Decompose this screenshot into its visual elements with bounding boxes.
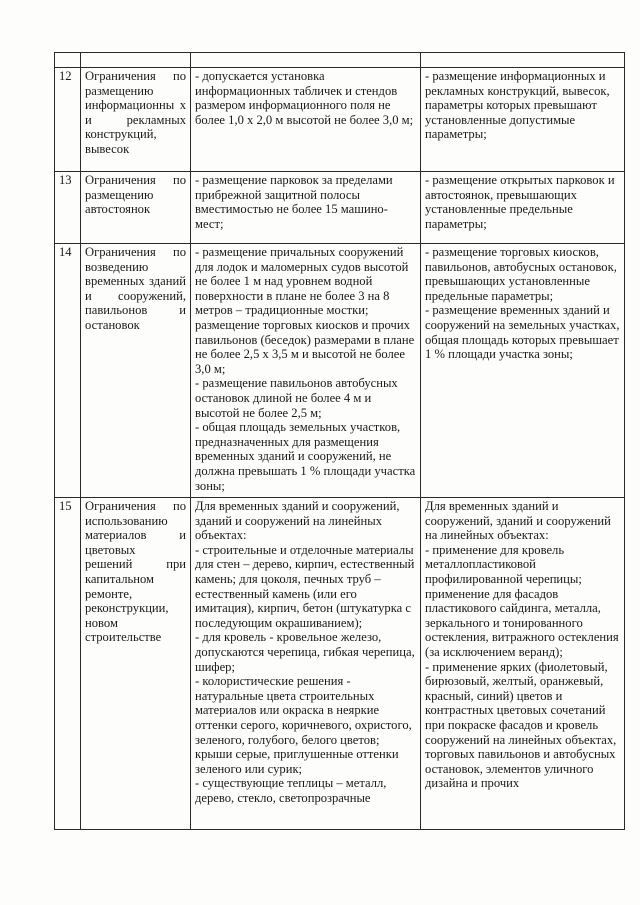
allowed-parameters: [191, 172, 421, 244]
allowed-text: - размещение причальных сооружений для лодок и маломерных судов высотой не более 1 м над уровнем водной поверхности в плане не более 3 на 8 метров – традиционные мостки; размещение торговых киосков и прочих павильонов (беседок) размерами в плане не более 2,5 х 3,5 м и высотой не более 3,0 м; - размещение павильонов автобусных остановок длиной не более 4 м и высотой не более 2,5 м; - общая площадь земельных участков, предназначенных для размещения временных зданий и сооружений, не должна превышать 1 % площади участка зоны;: [195, 245, 416, 493]
prohibited-parameters: [421, 244, 625, 498]
allowed-text: Для временных зданий и сооружений, зданий и сооружений на линейных объектах: - строительные и отделочные материалы для стен – дерево, кирпич, естественный камень; для цоколя, печных труб – естественный камень (или его имитация), кирпич, бетон (штукатурка с последующим окрашиванием); - для кровель - кровельное железо, допускаются черепица, гибкая черепица, шифер; - колористические решения - натуральные цвета строительных материалов или окраска в неяркие оттенки серого, коричневого, охристого, зеленого, голубого, белого цветов; крыши серые, приглушенные оттенки зеленого или сурик; - существующие теплицы – металл, дерево, стекло, светопрозрачные: [195, 499, 415, 805]
row-number: 12: [55, 68, 81, 172]
header-cell: [55, 53, 81, 68]
prohibited-parameters: [421, 498, 625, 830]
allowed-parameters: [191, 498, 421, 830]
prohibited-parameters: [421, 68, 625, 172]
table-row: [55, 244, 625, 498]
allowed-parameters: [191, 244, 421, 498]
header-cell: [191, 53, 421, 68]
prohibited-text: - размещение торговых киосков, павильонов, автобусных остановок, превышающих установленные предельные параметры; - размещение временных зданий и сооружений на земельных участках, общая площадь которых превышает 1 % площади участка зоны;: [425, 245, 620, 362]
header-cell: [421, 53, 625, 68]
row-number: 15: [55, 498, 81, 830]
table-row: [55, 172, 625, 244]
table-row: [55, 68, 625, 172]
restriction-name: Ограничения по размещению информационны х и рекламных конструкций, вывесок: [81, 68, 191, 172]
allowed-parameters: [191, 68, 421, 172]
allowed-text: - допускается установка информационных табличек и стендов размером информационного поля не более 1,0 х 2,0 м высотой не более 3,0 м;: [195, 69, 414, 127]
prohibited-text: - размещение информационных и рекламных конструкций, вывесок, параметры которых превышают установленные допустимые параметры;: [425, 69, 610, 142]
row-number: 14: [55, 244, 81, 498]
table-row: [55, 498, 625, 830]
regulations-table: [54, 52, 625, 830]
restriction-name: Ограничения по размещению автостоянок: [81, 172, 191, 244]
prohibited-text: Для временных зданий и сооружений, зданий и сооружений на линейных объектах: - применение для кровель металлопластиковой профилированной черепицы; применение для фасадов пластикового сайдинга, металла, зеркального и тонированного остекления, витражного остекления (за исключением веранд); - применение ярких (фиолетовый, бирюзовый, желтый, оранжевый, красный, синий) цветов и контрастных цветовых сочетаний при покраске фасадов и кровель сооружений на линейных объектах, торговых павильонов и автобусных остановок, элементов уличного дизайна и прочих: [425, 499, 619, 791]
prohibited-parameters: [421, 172, 625, 244]
header-cell: [81, 53, 191, 68]
restriction-name: Ограничения по возведению временных зданий и сооружений, павильонов и остановок: [81, 244, 191, 498]
row-number: 13: [55, 172, 81, 244]
prohibited-text: - размещение открытых парковок и автостоянок, превышающих установленные предельные параметры;: [425, 173, 615, 231]
restriction-name: Ограничения по использованию материалов и цветовых решений при капитальном ремонте, реконструкции, новом строительстве: [81, 498, 191, 830]
table-header-row: [55, 53, 625, 68]
allowed-text: - размещение парковок за пределами прибрежной защитной полосы вместимостью не более 15 машино-мест;: [195, 173, 393, 231]
